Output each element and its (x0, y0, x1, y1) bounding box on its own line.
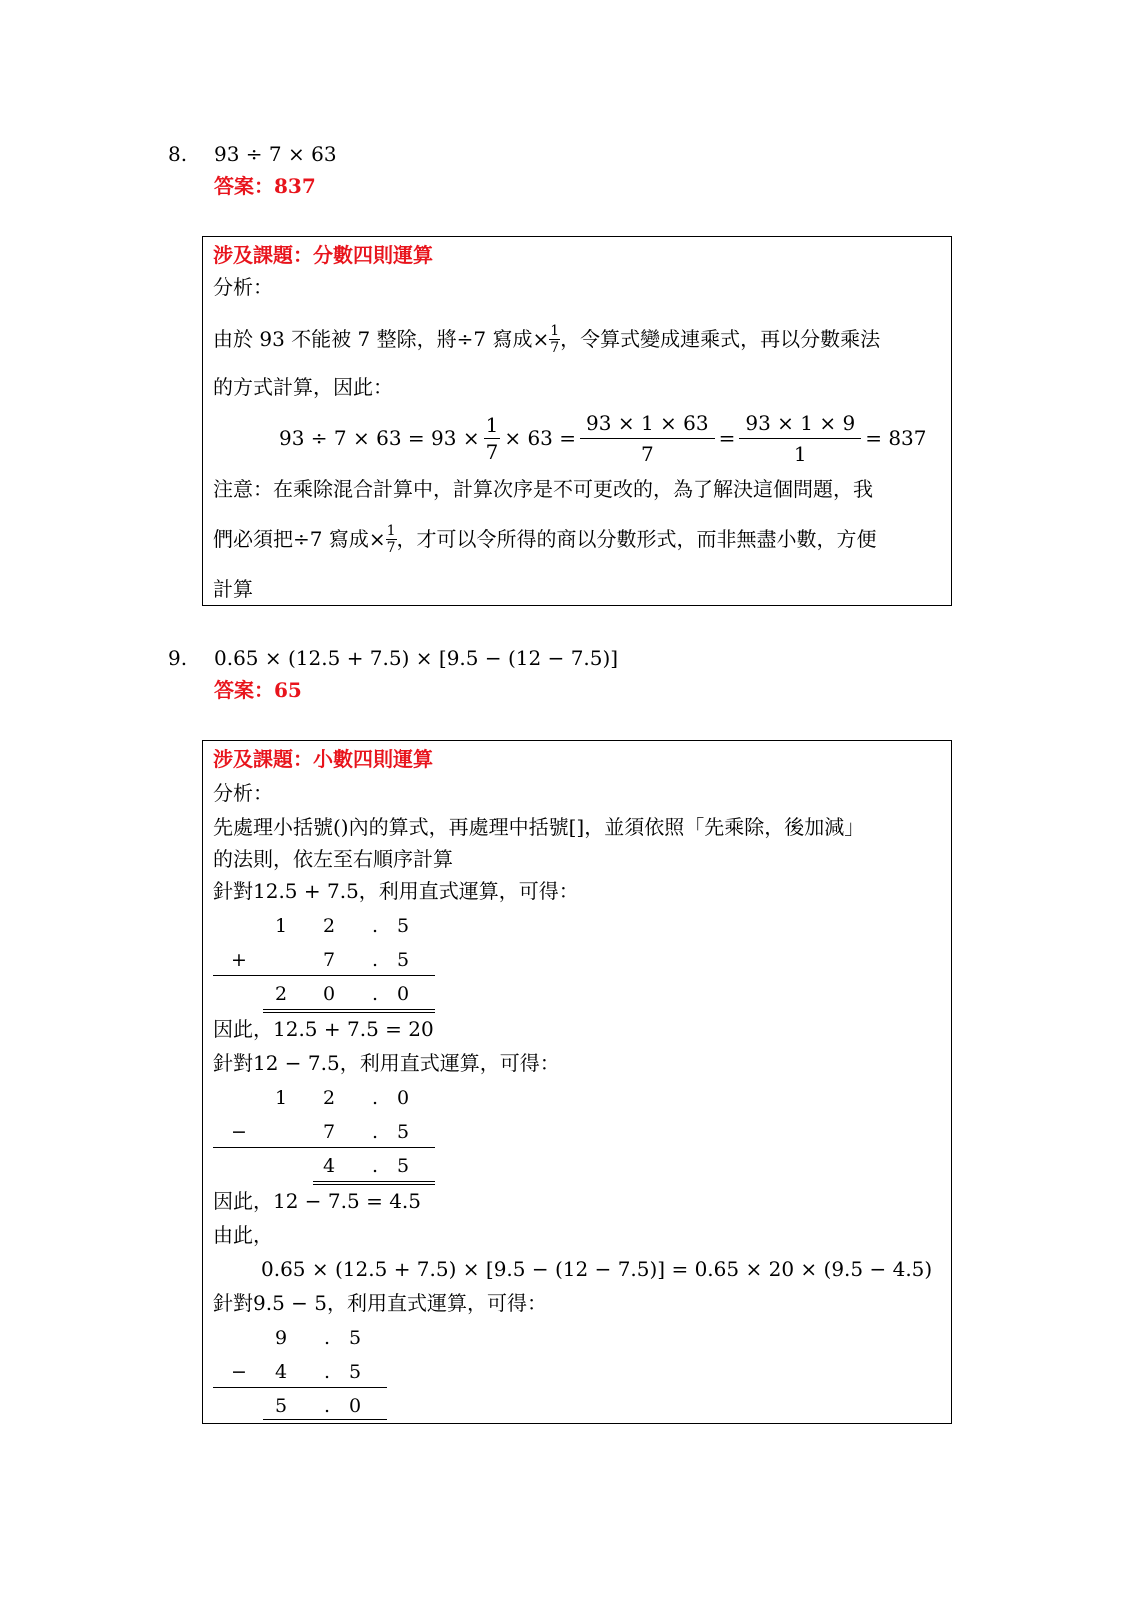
decimal-point: . (323, 1361, 331, 1383)
note-text: 們必須把÷7 寫成× (213, 527, 386, 551)
digit: 7 (322, 1121, 336, 1143)
analysis-paragraph (213, 317, 880, 361)
thus-label: 由此， (213, 1223, 273, 1247)
step-intro: 針對9.5 − 5，利用直式運算，可得： (213, 1291, 548, 1315)
digit: 0 (396, 983, 410, 1005)
note-text: ，才可以令所得的商以分數形式，而非無盡小數，方便 (396, 527, 877, 551)
question-number: 9. (168, 646, 188, 670)
decimal-point: . (323, 1395, 331, 1417)
analysis-label: 分析： (213, 781, 273, 805)
digit: 4 (322, 1155, 336, 1177)
result-double-line (263, 1012, 435, 1013)
digit: 5 (348, 1327, 362, 1349)
fraction-numerator: 1 (550, 322, 560, 339)
fraction-denominator: 1 (793, 441, 807, 466)
note-text: 計算 (213, 577, 253, 601)
digit: 5 (396, 949, 410, 971)
step-result: 因此，12 − 7.5 = 4.5 (213, 1189, 422, 1213)
minus-operator: − (231, 1121, 247, 1143)
result-double-line (263, 1009, 435, 1010)
topic-heading: 涉及課題：小數四則運算 (213, 747, 433, 771)
equation-line: 0.65 × (12.5 + 7.5) × [9.5 − (12 − 7.5)] = 0.65 × 20 × (9.5 − 4.5) (261, 1257, 933, 1281)
digit: 0 (348, 1395, 362, 1417)
analysis-text: 的方式計算，因此： (213, 375, 393, 399)
solution-box (202, 740, 952, 1424)
answer-label: 答案：837 (214, 174, 316, 198)
fraction-numerator: 93 × 1 × 9 (739, 413, 861, 439)
decimal-point: . (323, 1327, 331, 1349)
digit: 1 (274, 915, 288, 937)
digit: 2 (274, 983, 288, 1005)
difference-line (213, 1387, 387, 1388)
digit: 2 (322, 1087, 336, 1109)
analysis-text: ，令算式變成連乘式，再以分數乘法 (560, 327, 881, 351)
digit: 5 (348, 1361, 362, 1383)
decimal-point: . (371, 915, 379, 937)
fraction (580, 410, 715, 466)
analysis-text: 由於 93 不能被 7 整除，將÷7 寫成× (213, 327, 550, 351)
equation-part: × 63 = (504, 426, 577, 450)
digit: 5 (396, 1121, 410, 1143)
step-intro: 針對12.5 + 7.5，利用直式運算，可得： (213, 879, 579, 903)
question-number: 8. (168, 142, 188, 166)
fraction-numerator: 93 × 1 × 63 (580, 413, 715, 439)
fraction-one-seventh (549, 324, 560, 355)
digit: 2 (322, 915, 336, 937)
digit: 7 (322, 949, 336, 971)
analysis-label: 分析： (213, 275, 273, 299)
fraction-one-seventh (386, 524, 397, 555)
digit: 0 (396, 1087, 410, 1109)
fraction-denominator: 7 (550, 339, 560, 356)
fraction-numerator: 1 (386, 522, 396, 539)
solution-box (202, 236, 952, 606)
digit: 9 (274, 1327, 288, 1349)
equation-part: = 837 (865, 426, 927, 450)
decimal-point: . (371, 1087, 379, 1109)
decimal-point: . (371, 983, 379, 1005)
step-intro: 針對12 − 7.5，利用直式運算，可得： (213, 1051, 560, 1075)
fraction-one-seventh (484, 412, 501, 464)
fraction-numerator: 1 (485, 412, 499, 437)
note-paragraph (213, 517, 877, 561)
question-expression: 0.65 × (12.5 + 7.5) × [9.5 − (12 − 7.5)] (214, 646, 619, 670)
fraction-denominator: 7 (485, 439, 499, 464)
digit: 5 (274, 1395, 288, 1417)
difference-line (213, 1147, 435, 1148)
plus-operator: + (231, 949, 247, 971)
analysis-text: 的法則，依左至右順序計算 (213, 847, 453, 871)
result-double-line (313, 1184, 435, 1185)
note-text: 注意：在乘除混合計算中，計算次序是不可更改的，為了解決這個問題，我 (213, 477, 873, 501)
decimal-point: . (371, 1155, 379, 1177)
decimal-point: . (371, 1121, 379, 1143)
digit: 4 (274, 1361, 288, 1383)
topic-heading: 涉及課題：分數四則運算 (213, 243, 433, 267)
answer-label: 答案：65 (214, 678, 302, 702)
sum-line (213, 975, 435, 976)
fraction-denominator: 7 (386, 539, 396, 556)
decimal-point: . (371, 949, 379, 971)
equation-part: 93 ÷ 7 × 63 = 93 × (279, 426, 480, 450)
digit: 5 (396, 1155, 410, 1177)
equation-line (279, 409, 927, 467)
equation-part: = (718, 426, 736, 450)
result-double-line (313, 1181, 435, 1182)
step-result: 因此，12.5 + 7.5 = 20 (213, 1017, 434, 1041)
digit: 5 (396, 915, 410, 937)
analysis-text: 先處理小括號()內的算式，再處理中括號[]，並須依照「先乘除，後加減」 (213, 815, 865, 839)
fraction-denominator: 7 (640, 441, 654, 466)
digit: 1 (274, 1087, 288, 1109)
fraction (739, 410, 861, 466)
digit: 0 (322, 983, 336, 1005)
result-double-line (263, 1419, 387, 1420)
question-expression: 93 ÷ 7 × 63 (214, 142, 337, 166)
minus-operator: − (231, 1361, 247, 1383)
